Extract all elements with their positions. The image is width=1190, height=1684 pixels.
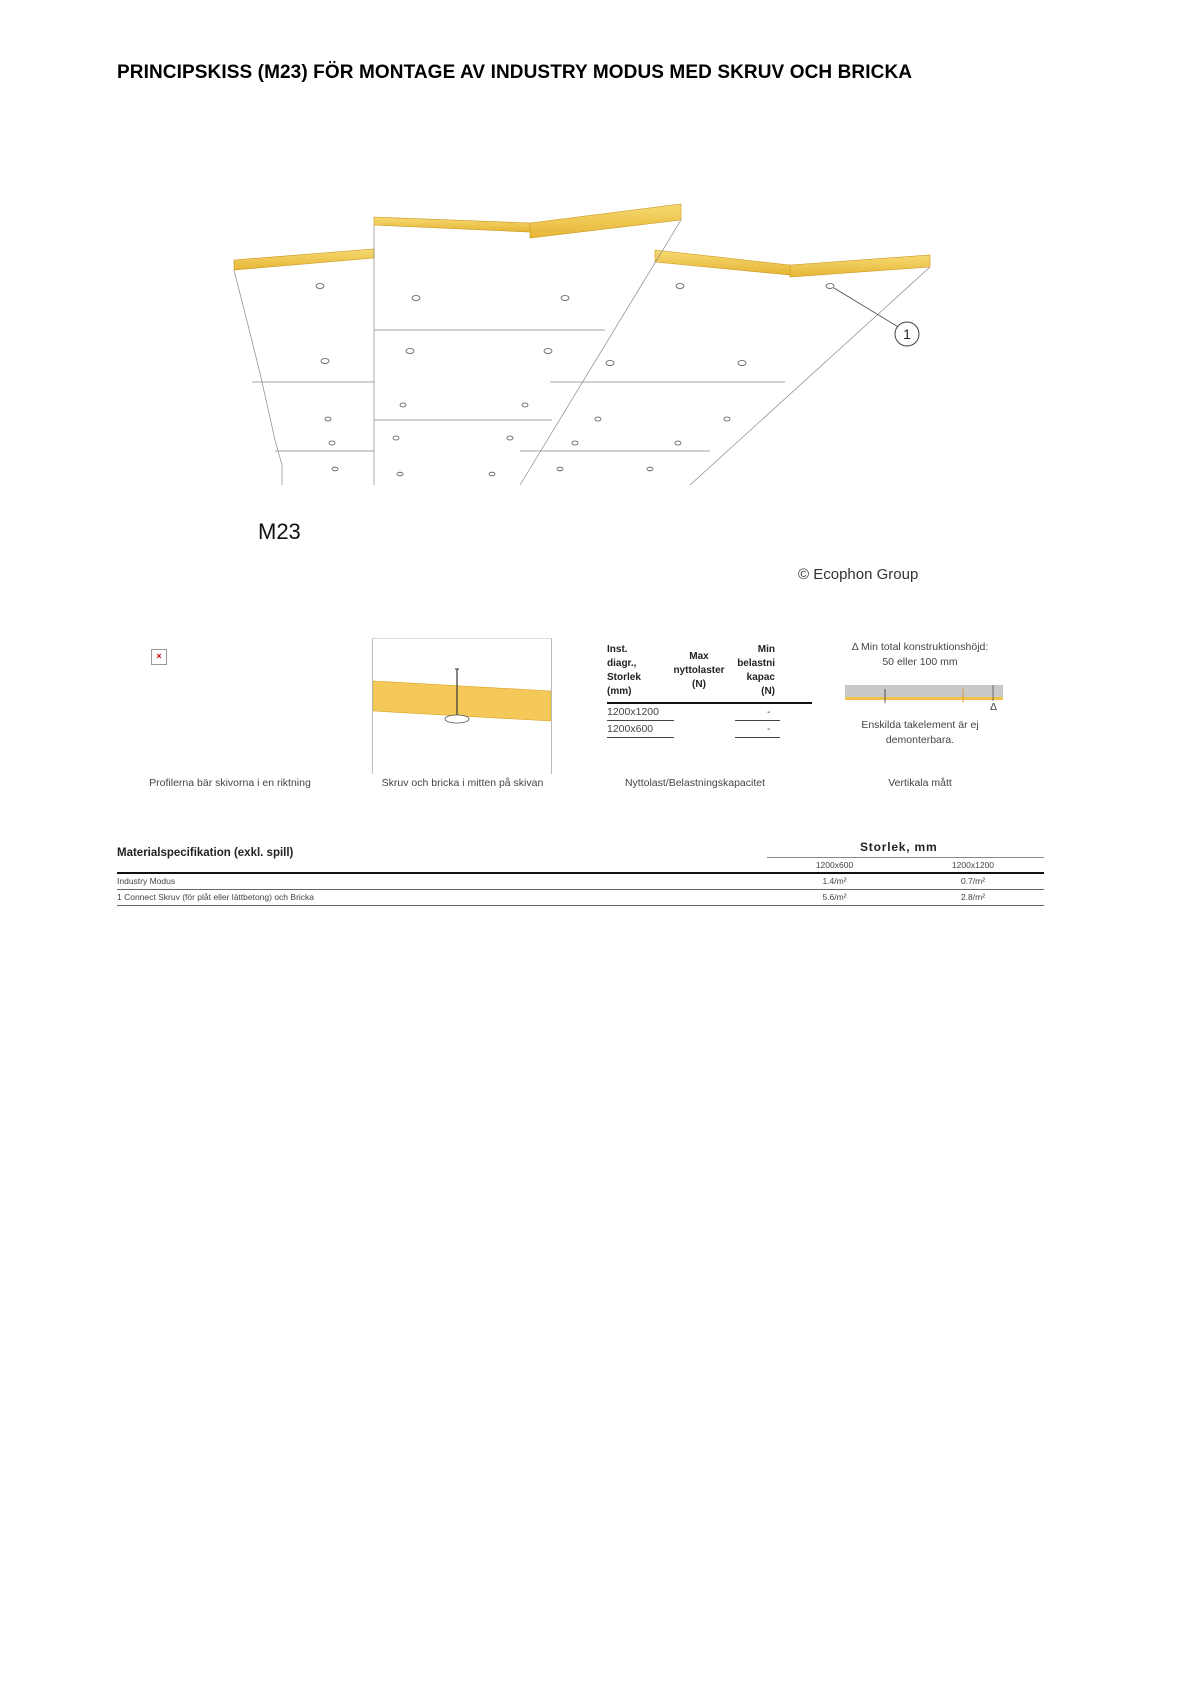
callout-number: 1: [903, 326, 911, 342]
screw-washer-figure: [372, 638, 552, 774]
washer-icon: [445, 715, 469, 723]
size-header: Storlek, mm: [860, 840, 938, 854]
caption-vertical: Vertikala mått: [888, 777, 952, 789]
spec-row-item: 1 Connect Skruv (för plåt eller lättbetong) och Bricka: [117, 892, 315, 902]
material-spec-title: Materialspecifikation (exkl. spill): [117, 847, 294, 859]
broken-image-icon: ×: [151, 649, 167, 665]
caption-screw: Skruv och bricka i mitten på skivan: [381, 777, 544, 789]
spec-row-item: Industry Modus: [117, 876, 176, 886]
spec-row-600: 1.4/m²: [822, 876, 847, 886]
load-row-min: -: [767, 723, 771, 735]
load-header-max: Max nyttolaster (N): [673, 651, 725, 690]
callout-1: [834, 288, 919, 346]
col-header-600: 1200x600: [815, 860, 854, 870]
min-height-note: Δ Min total konstruktionshöjd: 50 eller 100 mm: [851, 641, 989, 668]
spec-row-1200: 0.7/m²: [960, 876, 986, 886]
load-header-size: Inst. diagr., Storlek (mm): [607, 644, 641, 697]
spec-row-600: 5.6/m²: [822, 892, 847, 902]
copyright: © Ecophon Group: [798, 566, 919, 583]
page-title: PRINCIPSKISS (M23) FÖR MONTAGE AV INDUSTRY MODUS MED SKRUV OCH BRICKA: [117, 62, 913, 83]
load-row-min: -: [767, 706, 771, 718]
ceiling-installation-diagram: [220, 195, 940, 495]
caption-profiles: Profilerna bär skivorna i en riktning: [149, 777, 311, 789]
panel-edges: [234, 204, 930, 277]
screw-markers: [316, 284, 834, 476]
model-code: M23: [258, 519, 301, 544]
load-header-min: Min belastni kapac (N): [737, 644, 775, 697]
demountable-note: Enskilda takelement är ej demonterbara.: [861, 719, 979, 746]
load-row-size: 1200x600: [607, 723, 654, 735]
caption-load: Nyttolast/Belastningskapacitet: [624, 777, 766, 789]
load-table: [607, 643, 817, 743]
vertical-section-drawing: [843, 683, 1008, 711]
col-header-1200: 1200x1200: [951, 860, 995, 870]
load-row-size: 1200x1200: [607, 706, 659, 718]
delta-symbol: Δ: [990, 701, 998, 713]
spec-row-1200: 2.8/m²: [960, 892, 986, 902]
